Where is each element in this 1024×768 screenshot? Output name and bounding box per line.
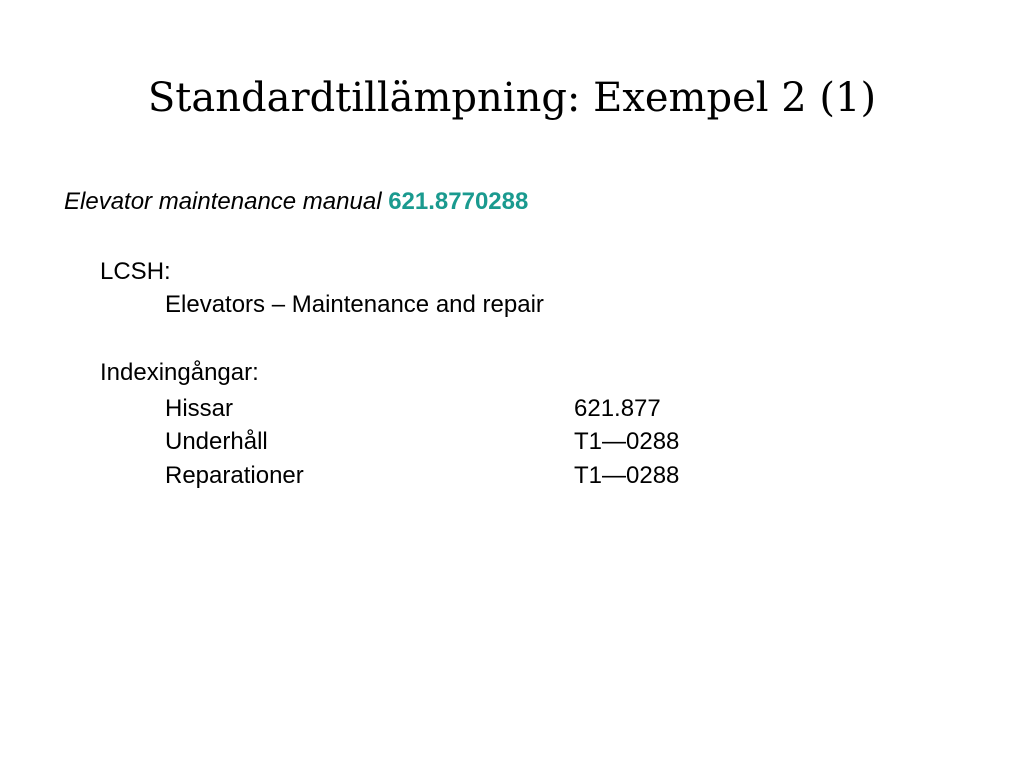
index-term: Underhåll bbox=[165, 428, 268, 455]
index-entry bbox=[165, 392, 725, 426]
slide-title: Standardtillämpning: Exempel 2 (1) bbox=[147, 75, 877, 121]
index-code: T1—0288 bbox=[574, 462, 680, 489]
index-label: Indexingångar: bbox=[100, 359, 259, 386]
book-line bbox=[64, 185, 528, 219]
book-title: Elevator maintenance manual bbox=[64, 188, 382, 215]
index-code: 621.877 bbox=[574, 395, 661, 422]
index-term: Hissar bbox=[165, 395, 234, 422]
index-entry bbox=[165, 459, 725, 493]
lcsh-label: LCSH: bbox=[100, 258, 171, 285]
lcsh-heading: Elevators – Maintenance and repair bbox=[165, 291, 544, 318]
book-classification: 621.8770288 bbox=[388, 188, 529, 215]
index-code: T1—0288 bbox=[574, 428, 680, 455]
index-entry bbox=[165, 425, 725, 459]
index-term: Reparationer bbox=[165, 462, 304, 489]
